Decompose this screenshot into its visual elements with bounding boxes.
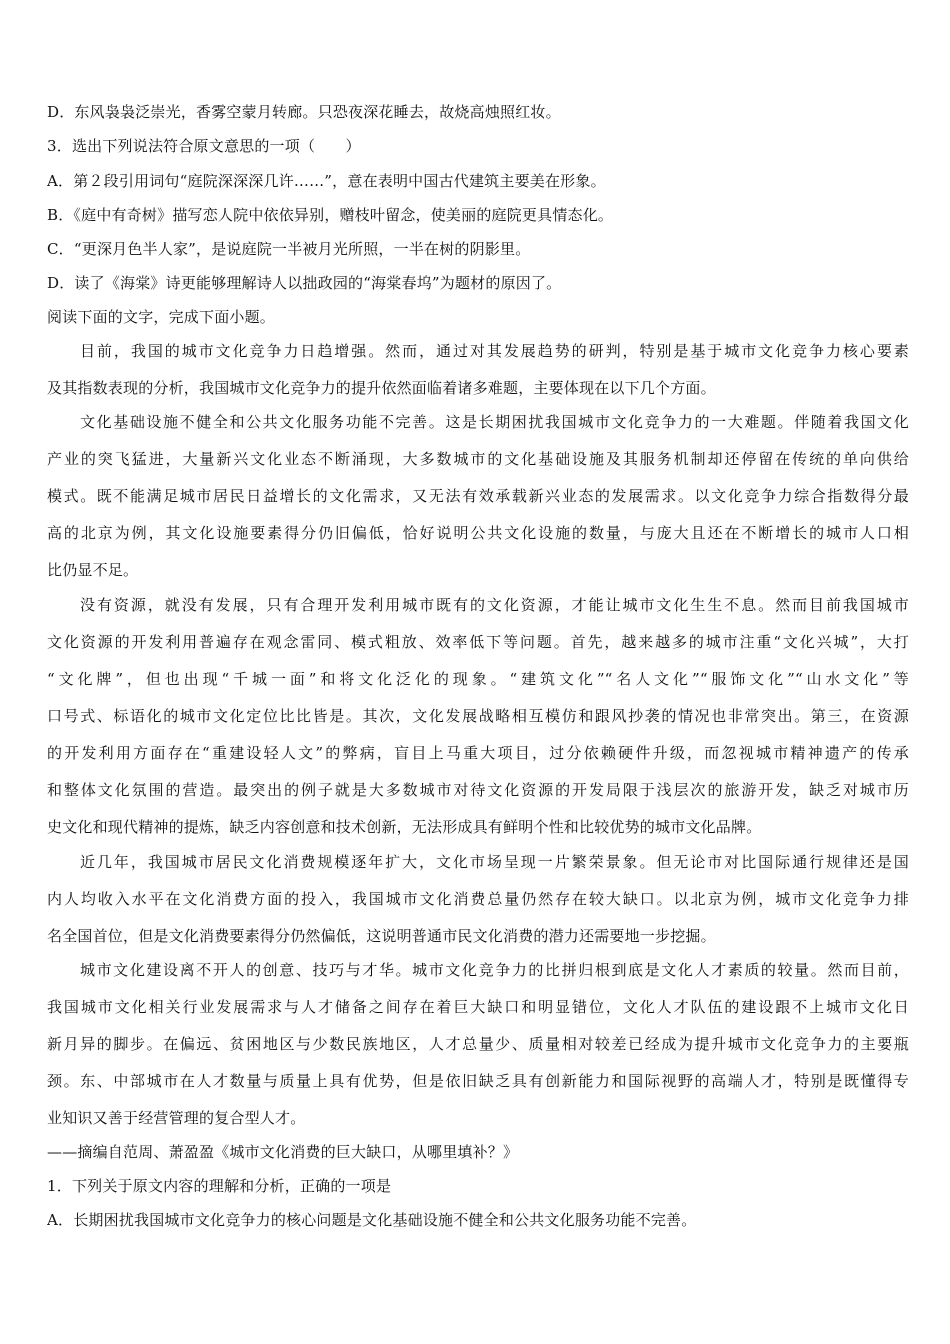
paragraph-line: 业知识又善于经营管理的复合型人才。 xyxy=(47,1109,306,1127)
source-citation: ——摘编自范周、萧盈盈《城市文化消费的巨大缺口，从哪里填补？》 xyxy=(47,1143,519,1161)
paragraph-line: 产业的突飞猛进，大量新兴文化业态不断涌现，大多数城市的文化基础设施及其服务机制却还停留在传统的单向供给 xyxy=(47,450,909,468)
question-3-option-a: A．第２段引用词句“庭院深深深几许……”，意在表明中国古代建筑主要美在形象。 xyxy=(47,172,606,190)
paragraph-line: 文化资源的开发利用普遍存在观念雷同、模式粗放、效率低下等问题。首先，越来越多的城市注重“文化兴城”，大打 xyxy=(47,633,909,651)
question-1-stem: 1．下列关于原文内容的理解和分析，正确的一项是 xyxy=(47,1177,392,1195)
paragraph-line: 没有资源，就没有发展，只有合理开发利用城市既有的文化资源，才能让城市文化生生不息。然而目前我国城市 xyxy=(80,596,909,614)
paragraph-line: 名全国首位，但是文化消费要素得分仍然偏低，这说明普通市民文化消费的潜力还需要地一步挖掘。 xyxy=(47,927,716,945)
reading-instruction: 阅读下面的文字，完成下面小题。 xyxy=(47,308,276,326)
paragraph-line: 目前，我国的城市文化竞争力日趋增强。然而，通过对其发展趋势的研判，特别是基于城市文化竞争力核心要素 xyxy=(80,342,909,360)
paragraph-line: 新月异的脚步。在偏远、贫困地区与少数民族地区，人才总量少、质量相对较差已经成为提升城市文化竞争力的主要瓶 xyxy=(47,1035,909,1053)
question-3-option-b: B．《庭中有奇树》描写恋人院中依依异别，赠枝叶留念，使美丽的庭院更具情态化。 xyxy=(47,206,614,224)
question-3-option-c: C．“更深月色半人家”，是说庭院一半被月光所照，一半在树的阴影里。 xyxy=(47,240,531,258)
question-2-option-d: D．东风袅袅泛崇光，香雾空蒙月转廊。只恐夜深花睡去，故烧高烛照红妆。 xyxy=(47,103,561,121)
paragraph-line: 我国城市文化相关行业发展需求与人才储备之间存在着巨大缺口和明显错位，文化人才队伍的建设跟不上城市文化日 xyxy=(47,998,909,1016)
question-3-stem: 3．选出下列说法符合原文意思的一项（ ） xyxy=(47,137,361,155)
paragraph-line: “文化牌”，但也出现“千城一面”和将文化泛化的现象。“建筑文化”“名人文化”“服饰文化”“山水文化”等 xyxy=(47,670,909,688)
paragraph-line: 和整体文化氛围的营造。最突出的例子就是大多数城市对待文化资源的开发局限于浅层次的旅游开发，缺乏对城市历 xyxy=(47,781,909,799)
paragraph-line: 文化基础设施不健全和公共文化服务功能不完善。这是长期困扰我国城市文化竞争力的一大难题。伴随着我国文化 xyxy=(80,413,909,431)
paragraph-line: 内人均收入水平在文化消费方面的投入，我国城市文化消费总量仍然存在较大缺口。以北京为例，城市文化竞争力排 xyxy=(47,890,909,908)
paragraph-line: 的开发利用方面存在“重建设轻人文”的弊病，盲目上马重大项目，过分依赖硬件升级，而忽视城市精神遗产的传承 xyxy=(47,744,909,762)
paragraph-line: 近几年，我国城市居民文化消费规模逐年扩大，文化市场呈现一片繁荣景象。但无论市对比国际通行规律还是国 xyxy=(80,853,909,871)
paragraph-line: 城市文化建设离不开人的创意、技巧与才华。城市文化竞争力的比拼归根到底是文化人才素质的较量。然而目前， xyxy=(80,961,909,979)
paragraph-line: 模式。既不能满足城市居民日益增长的文化需求，又无法有效承载新兴业态的发展需求。以文化竞争力综合指数得分最 xyxy=(47,487,909,505)
question-3-option-d: D．读了《海棠》诗更能够理解诗人以拙政园的“海棠春坞”为题材的原因了。 xyxy=(47,274,562,292)
paragraph-line: 史文化和现代精神的提炼，缺乏内容创意和技术创新，无法形成具有鲜明个性和比较优势的城市文化品牌。 xyxy=(47,818,762,836)
paragraph-line: 颈。东、中部城市在人才数量与质量上具有优势，但是依旧缺乏具有创新能力和国际视野的高端人才，特别是既懂得专 xyxy=(47,1072,909,1090)
paragraph-line: 比仍显不足。 xyxy=(47,561,139,579)
paragraph-line: 口号式、标语化的城市文化定位比比皆是。其次，文化发展战略相互模仿和跟风抄袭的情况也非常突出。第三，在资源 xyxy=(47,707,909,725)
paragraph-line: 及其指数表现的分析，我国城市文化竞争力的提升依然面临着诸多难题，主要体现在以下几个方面。 xyxy=(47,379,716,397)
paragraph-line: 高的北京为例，其文化设施要素得分仍旧偏低，恰好说明公共文化设施的数量，与庞大且还在不断增长的城市人口相 xyxy=(47,524,909,542)
question-1-option-a: A．长期困扰我国城市文化竞争力的核心问题是文化基础设施不健全和公共文化服务功能不完善。 xyxy=(47,1211,697,1229)
